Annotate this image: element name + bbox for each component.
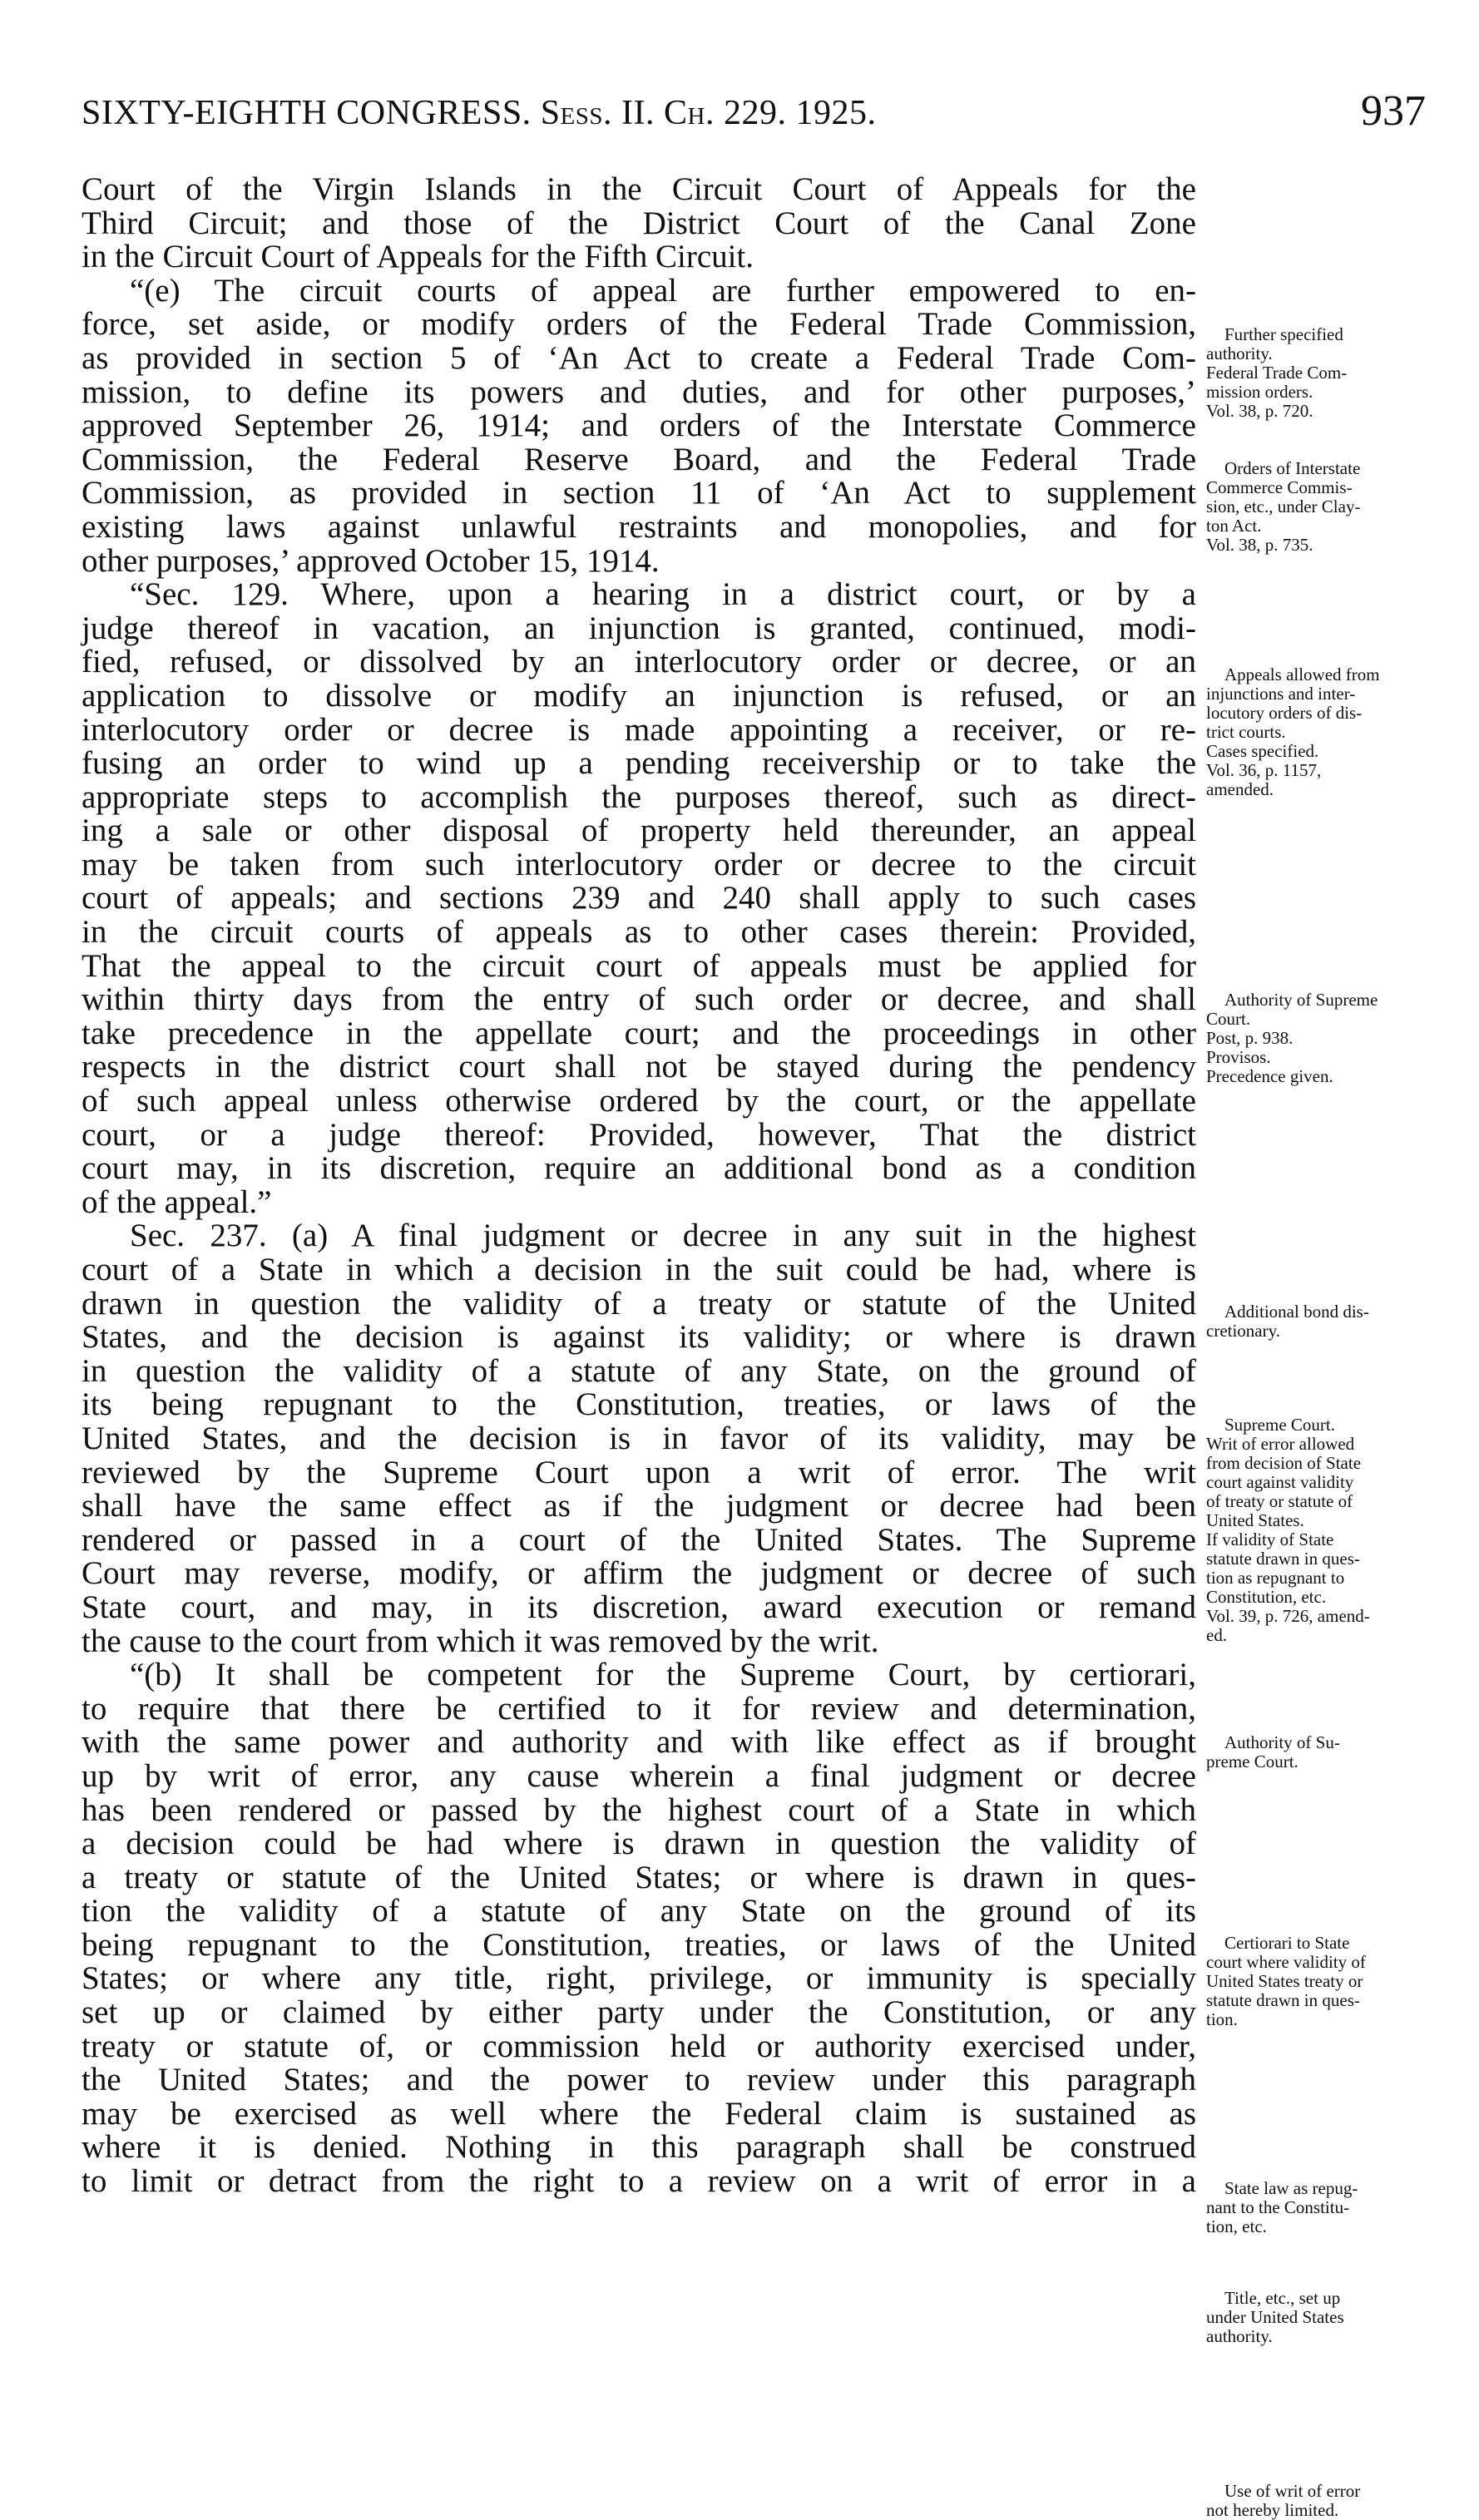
margin-note-line: trict courts. bbox=[1206, 722, 1286, 742]
body-line: “(b) It shall be competent for the Supreme Court, by certiorari, bbox=[130, 1657, 1196, 1693]
body-line: Sec. 237. (a) A final judgment or decree in any suit in the highest bbox=[130, 1218, 1196, 1254]
body-line: shall have the same effect as if the judgment or decree had been bbox=[82, 1488, 1196, 1524]
margin-note-line: Post, p. 938. bbox=[1206, 1028, 1294, 1048]
body-line: the United States; and the power to review under this paragraph bbox=[82, 2062, 1196, 2098]
margin-note-line: amended. bbox=[1206, 779, 1274, 799]
margin-note-line: Further specified bbox=[1224, 324, 1343, 344]
body-line: where it is denied. Nothing in this paragraph shall be construed bbox=[82, 2129, 1196, 2166]
body-line: of such appeal unless otherwise ordered by the court, or the appellate bbox=[82, 1083, 1196, 1119]
body-line: court of appeals; and sections 239 and 240 shall apply to such cases bbox=[82, 880, 1196, 917]
body-line: States, and the decision is against its validity; or where is drawn bbox=[82, 1319, 1196, 1356]
body-line: appropriate steps to accomplish the purposes thereof, such as direct- bbox=[82, 778, 1196, 815]
margin-note-line: Title, etc., set up bbox=[1224, 2288, 1341, 2308]
margin-note-line: statute drawn in ques- bbox=[1206, 1549, 1360, 1569]
margin-note-line: Authority of Su- bbox=[1224, 1732, 1340, 1752]
margin-note bbox=[1206, 991, 1456, 1086]
body-line: the cause to the court from which it was removed by the writ. bbox=[82, 1623, 879, 1659]
body-line: may be taken from such interlocutory order or decree to the circuit bbox=[82, 846, 1196, 882]
year-label: 1925. bbox=[795, 94, 877, 132]
margin-note-line: Vol. 38, p. 720. bbox=[1206, 401, 1313, 421]
body-line: drawn in question the validity of a treaty or statute of the United bbox=[82, 1285, 1196, 1322]
body-line: mission, to define its powers and duties, and for other purposes,’ bbox=[82, 373, 1196, 410]
body-line: tion the validity of a statute of any State on the ground of its bbox=[82, 1893, 1196, 1930]
margin-note bbox=[1206, 1934, 1456, 2029]
margin-note-line: Vol. 39, p. 726, amend- bbox=[1206, 1606, 1370, 1626]
body-line: in the Circuit Court of Appeals for the Fifth Circuit. bbox=[82, 239, 754, 275]
margin-note bbox=[1206, 459, 1456, 555]
margin-note-line: State law as repug- bbox=[1224, 2178, 1358, 2198]
body-line: in the circuit courts of appeals as to other cases therein: Provided, bbox=[82, 914, 1196, 951]
body-line: approved September 26, 1914; and orders of the Interstate Commerce bbox=[82, 408, 1196, 444]
body-line: Third Circuit; and those of the District Court of the Canal Zone bbox=[82, 205, 1196, 241]
margin-note-line: Writ of error allowed bbox=[1206, 1434, 1355, 1454]
body-line: as provided in section 5 of ‘An Act to create a Federal Trade Com- bbox=[82, 339, 1196, 376]
margin-note-line: Vol. 38, p. 735. bbox=[1206, 535, 1313, 555]
margin-note-line: court against validity bbox=[1206, 1472, 1354, 1492]
page-number: 937 bbox=[1361, 87, 1426, 135]
body-line: ing a sale or other disposal of property held thereunder, an appeal bbox=[82, 813, 1196, 849]
running-header bbox=[82, 93, 876, 133]
margin-note-line: ton Act. bbox=[1206, 516, 1262, 536]
margin-note-line: locutory orders of dis- bbox=[1206, 703, 1363, 723]
body-line: reviewed by the Supreme Court upon a writ of error. The writ bbox=[82, 1454, 1196, 1490]
margin-note-line: Supreme Court. bbox=[1224, 1415, 1335, 1435]
margin-note-line: United States treaty or bbox=[1206, 1971, 1363, 1991]
margin-note-line: Precedence given. bbox=[1206, 1066, 1333, 1086]
margin-note-line: Provisos. bbox=[1206, 1047, 1271, 1067]
margin-note-line: Cases specified. bbox=[1206, 741, 1319, 761]
margin-note-line: sion, etc., under Clay- bbox=[1206, 497, 1361, 516]
body-line: Court may reverse, modify, or affirm the judgment or decree of such bbox=[82, 1555, 1196, 1592]
body-line: “Sec. 129. Where, upon a hearing in a district court, or by a bbox=[130, 576, 1196, 613]
margin-note-line: Use of writ of error bbox=[1224, 2481, 1361, 2501]
margin-note-line: injunctions and inter- bbox=[1206, 684, 1356, 704]
margin-note-line: United States. bbox=[1206, 1510, 1304, 1530]
margin-note-line: of treaty or statute of bbox=[1206, 1491, 1353, 1511]
body-line: to limit or detract from the right to a review on a writ of error in a bbox=[82, 2163, 1196, 2200]
body-line: being repugnant to the Constitution, treaties, or laws of the United bbox=[82, 1926, 1196, 1963]
margin-note-line: tion, etc. bbox=[1206, 2216, 1267, 2236]
margin-note-line: authority. bbox=[1206, 2326, 1273, 2346]
margin-note-line: court where validity of bbox=[1206, 1952, 1366, 1972]
body-line: interlocutory order or decree is made appointing a receiver, or re- bbox=[82, 711, 1196, 748]
margin-note-line: Vol. 36, p. 1157, bbox=[1206, 760, 1322, 780]
margin-note-line: Federal Trade Com- bbox=[1206, 363, 1348, 383]
body-line: States; or where any title, right, privilege, or immunity is specially bbox=[82, 1960, 1196, 1997]
body-line: a treaty or statute of the United States; or where is drawn in ques- bbox=[82, 1859, 1196, 1895]
margin-note-line: Authority of Supreme bbox=[1224, 990, 1378, 1010]
margin-note-line: Appeals allowed from bbox=[1224, 665, 1380, 684]
margin-note-line: Orders of Interstate bbox=[1224, 458, 1361, 478]
margin-note bbox=[1206, 2179, 1456, 2236]
margin-note-line: tion as repugnant to bbox=[1206, 1568, 1345, 1588]
margin-note-line: Constitution, etc. bbox=[1206, 1587, 1327, 1607]
body-text bbox=[82, 173, 1196, 2199]
margin-note-line: ed. bbox=[1206, 1625, 1228, 1645]
body-line: rendered or passed in a court of the United States. The Supreme bbox=[82, 1521, 1196, 1558]
body-line: set up or claimed by either party under the Constitution, or any bbox=[82, 1994, 1196, 2031]
margin-note-line: Certiorari to State bbox=[1224, 1933, 1350, 1953]
body-line: treaty or statute of, or commission held or authority exercised under, bbox=[82, 2028, 1196, 2064]
body-line: “(e) The circuit courts of appeal are further empowered to en- bbox=[130, 272, 1196, 309]
margin-note-line: authority. bbox=[1206, 343, 1273, 363]
body-line: take precedence in the appellate court; and the proceedings in other bbox=[82, 1015, 1196, 1051]
body-line: judge thereof in vacation, an injunction is granted, continued, modi- bbox=[82, 610, 1196, 646]
margin-note bbox=[1206, 1416, 1456, 1645]
margin-note-line: from decision of State bbox=[1206, 1453, 1362, 1473]
body-line: a decision could be had where is drawn in question the validity of bbox=[82, 1826, 1196, 1862]
body-line: force, set aside, or modify orders of the Federal Trade Commission, bbox=[82, 306, 1196, 343]
margin-note-line: nant to the Constitu- bbox=[1206, 2197, 1350, 2217]
body-line: its being repugnant to the Constitution, treaties, or laws of the bbox=[82, 1386, 1196, 1423]
margin-note-line: Court. bbox=[1206, 1009, 1251, 1029]
margin-note bbox=[1206, 325, 1456, 421]
body-line: Commission, as provided in section 11 of ‘An Act to supplement bbox=[82, 475, 1196, 511]
body-line: fied, refused, or dissolved by an interlocutory order or decree, or an bbox=[82, 644, 1196, 680]
body-line: up by writ of error, any cause wherein a final judgment or decree bbox=[82, 1757, 1196, 1794]
margin-note-line: tion. bbox=[1206, 2009, 1238, 2029]
margin-note-line: Commerce Commis- bbox=[1206, 477, 1353, 497]
margin-note bbox=[1206, 2289, 1456, 2346]
body-line: with the same power and authority and with like effect as if brought bbox=[82, 1724, 1196, 1761]
chapter-label: Ch. 229. bbox=[664, 94, 787, 132]
body-line: United States, and the decision is in favor of its validity, may be bbox=[82, 1420, 1196, 1456]
session-label: Sess. II. bbox=[540, 94, 655, 132]
body-line: court of a State in which a decision in the suit could be had, where is bbox=[82, 1252, 1196, 1287]
body-line: existing laws against unlawful restraints and monopolies, and for bbox=[82, 508, 1196, 545]
body-line: within thirty days from the entry of such order or decree, and shall bbox=[82, 981, 1196, 1018]
body-line: application to dissolve or modify an injunction is refused, or an bbox=[82, 677, 1196, 714]
margin-note-line: mission orders. bbox=[1206, 382, 1313, 402]
body-line: State court, and may, in its discretion, award execution or remand bbox=[82, 1589, 1196, 1625]
margin-note-line: not hereby limited. bbox=[1206, 2500, 1339, 2520]
body-line: in question the validity of a statute of any State, on the ground of bbox=[82, 1352, 1196, 1389]
margin-note bbox=[1206, 2482, 1456, 2520]
margin-note bbox=[1206, 1733, 1456, 1771]
margin-note bbox=[1206, 665, 1456, 799]
margin-note-line: under United States bbox=[1206, 2307, 1344, 2327]
body-line: other purposes,’ approved October 15, 1914. bbox=[82, 542, 660, 579]
body-line: That the appeal to the circuit court of appeals must be applied for bbox=[82, 947, 1196, 984]
margin-note-line: Additional bond dis- bbox=[1224, 1302, 1369, 1322]
margin-note-line: cretionary. bbox=[1206, 1321, 1281, 1341]
margin-note bbox=[1206, 1302, 1456, 1341]
body-line: court, or a judge thereof: Provided, however, That the district bbox=[82, 1116, 1196, 1153]
body-line: Commission, the Federal Reserve Board, and the Federal Trade bbox=[82, 441, 1196, 477]
body-line: to require that there be certified to it for review and determination, bbox=[82, 1690, 1196, 1727]
body-line: may be exercised as well where the Federal claim is sustained as bbox=[82, 2095, 1196, 2132]
body-line: of the appeal.” bbox=[82, 1183, 272, 1220]
body-line: has been rendered or passed by the highest court of a State in which bbox=[82, 1791, 1196, 1828]
congress-title: SIXTY-EIGHTH CONGRESS. bbox=[82, 94, 532, 132]
body-line: court may, in its discretion, require an additional bond as a condition bbox=[82, 1150, 1196, 1187]
margin-note-line: statute drawn in ques- bbox=[1206, 1990, 1360, 2010]
margin-note-line: preme Court. bbox=[1206, 1752, 1298, 1771]
margin-note-line: If validity of State bbox=[1206, 1529, 1334, 1549]
body-line: respects in the district court shall not be stayed during the pendency bbox=[82, 1049, 1196, 1085]
body-line: fusing an order to wind up a pending receivership or to take the bbox=[82, 745, 1196, 782]
body-line: Court of the Virgin Islands in the Circuit Court of Appeals for the bbox=[82, 171, 1196, 207]
